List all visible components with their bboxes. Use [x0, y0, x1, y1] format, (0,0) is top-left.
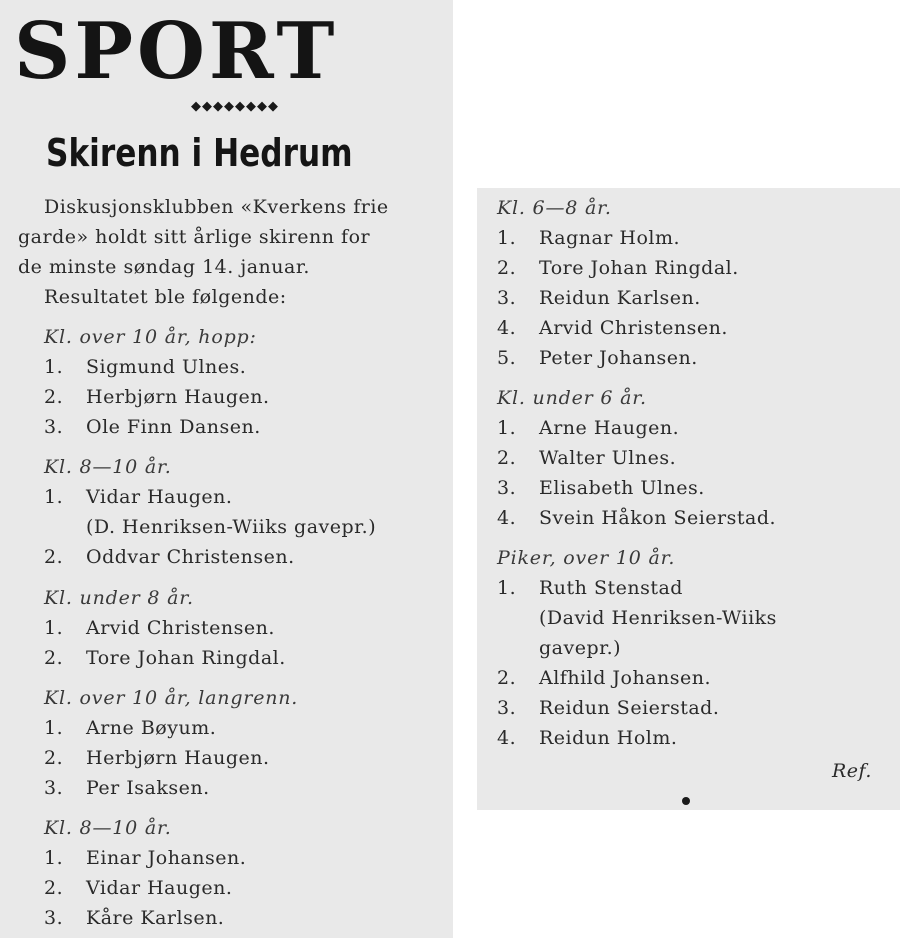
prize-note: gavepr.) [539, 637, 622, 659]
competitor-name: Reidun Karlsen. [539, 287, 701, 309]
result-row [497, 503, 776, 533]
result-row [44, 873, 232, 903]
rank: 2. [497, 667, 517, 689]
result-row [44, 542, 295, 572]
result-row [497, 283, 701, 313]
rank: 1. [497, 227, 517, 249]
prize-note: (David Henriksen-Wiiks [539, 607, 777, 629]
rank: 1. [44, 847, 64, 869]
ornament-divider: ◆◆◆◆◆◆◆◆ [191, 99, 279, 114]
result-row [497, 693, 719, 723]
result-row [497, 253, 739, 283]
result-row [44, 412, 261, 442]
class-heading: Kl. 8—10 år. [44, 817, 172, 839]
result-row [44, 482, 232, 512]
competitor-name: Alfhild Johansen. [539, 667, 712, 689]
result-row [497, 473, 705, 503]
result-row [497, 663, 711, 693]
rank: 4. [497, 317, 517, 339]
competitor-name: Arne Bøyum. [86, 717, 217, 739]
competitor-name: Kåre Karlsen. [86, 907, 225, 929]
competitor-name: Tore Johan Ringdal. [539, 257, 739, 279]
rank: 4. [497, 507, 517, 529]
class-heading: Kl. under 8 år. [44, 587, 194, 609]
competitor-name: Herbjørn Haugen. [86, 747, 270, 769]
class-heading: Kl. under 6 år. [497, 387, 647, 409]
competitor-name: Walter Ulnes. [539, 447, 677, 469]
rank: 2. [44, 386, 64, 408]
rank: 1. [44, 717, 64, 739]
competitor-name: Vidar Haugen. [86, 486, 233, 508]
competitor-name: Tore Johan Ringdal. [86, 647, 286, 669]
competitor-name: Arvid Christensen. [539, 317, 728, 339]
competitor-name: Ruth Stenstad [539, 577, 683, 599]
intro-line: garde» holdt sitt årlige skirenn for [18, 226, 371, 248]
competitor-name: Svein Håkon Seierstad. [539, 507, 777, 529]
competitor-name: Sigmund Ulnes. [86, 356, 247, 378]
author-signature: Ref. [832, 760, 872, 782]
intro-line: Diskusjonsklubben «Kverkens frie [44, 196, 389, 218]
rank: 3. [497, 287, 517, 309]
rank: 2. [44, 647, 64, 669]
rank: 3. [44, 777, 64, 799]
result-row [497, 573, 683, 603]
competitor-name: Reidun Seierstad. [539, 697, 720, 719]
result-row [497, 313, 728, 343]
rank: 1. [497, 417, 517, 439]
result-row [497, 443, 676, 473]
rank: 1. [44, 486, 64, 508]
rank: 1. [44, 356, 64, 378]
rank: 2. [44, 546, 64, 568]
result-row [497, 413, 679, 443]
competitor-name: Arne Haugen. [539, 417, 680, 439]
result-row [44, 643, 286, 673]
result-row [44, 743, 270, 773]
rank: 5. [497, 347, 517, 369]
rank: 2. [497, 257, 517, 279]
competitor-name: Ragnar Holm. [539, 227, 681, 249]
competitor-name: Arvid Christensen. [86, 617, 275, 639]
rank: 3. [44, 907, 64, 929]
class-heading: Kl. over 10 år, hopp: [44, 326, 257, 348]
competitor-name: Herbjørn Haugen. [86, 386, 270, 408]
competitor-name: Einar Johansen. [86, 847, 247, 869]
prize-note: (D. Henriksen-Wiiks gavepr.) [86, 516, 377, 538]
class-heading: Kl. 6—8 år. [497, 197, 612, 219]
competitor-name: Oddvar Christensen. [86, 546, 295, 568]
result-row [44, 843, 246, 873]
result-row [497, 343, 698, 373]
rank: 3. [497, 477, 517, 499]
result-row [44, 382, 270, 412]
competitor-name: Elisabeth Ulnes. [539, 477, 705, 499]
result-row [44, 773, 210, 803]
rank: 3. [497, 697, 517, 719]
class-heading: Piker, over 10 år. [497, 547, 676, 569]
competitor-name: Peter Johansen. [539, 347, 698, 369]
result-row [44, 713, 216, 743]
competitor-name: Ole Finn Dansen. [86, 416, 261, 438]
result-row [497, 223, 680, 253]
competitor-name: Per Isaksen. [86, 777, 210, 799]
intro-line: de minste søndag 14. januar. [18, 256, 310, 278]
rank: 3. [44, 416, 64, 438]
rank: 4. [497, 727, 517, 749]
class-heading: Kl. 8—10 år. [44, 456, 172, 478]
competitor-name: Reidun Holm. [539, 727, 678, 749]
rank: 2. [44, 877, 64, 899]
class-heading: Kl. over 10 år, langrenn. [44, 687, 299, 709]
rank: 2. [497, 447, 517, 469]
rank: 1. [497, 577, 517, 599]
result-row [44, 613, 275, 643]
result-row [44, 903, 224, 933]
masthead-title: SPORT [14, 6, 339, 97]
article-headline: Skirenn i Hedrum [46, 131, 353, 175]
competitor-name: Vidar Haugen. [86, 877, 233, 899]
result-row [44, 352, 246, 382]
end-mark-dot [682, 797, 690, 805]
rank: 1. [44, 617, 64, 639]
intro-line: Resultatet ble følgende: [44, 286, 287, 308]
result-row [497, 723, 677, 753]
rank: 2. [44, 747, 64, 769]
